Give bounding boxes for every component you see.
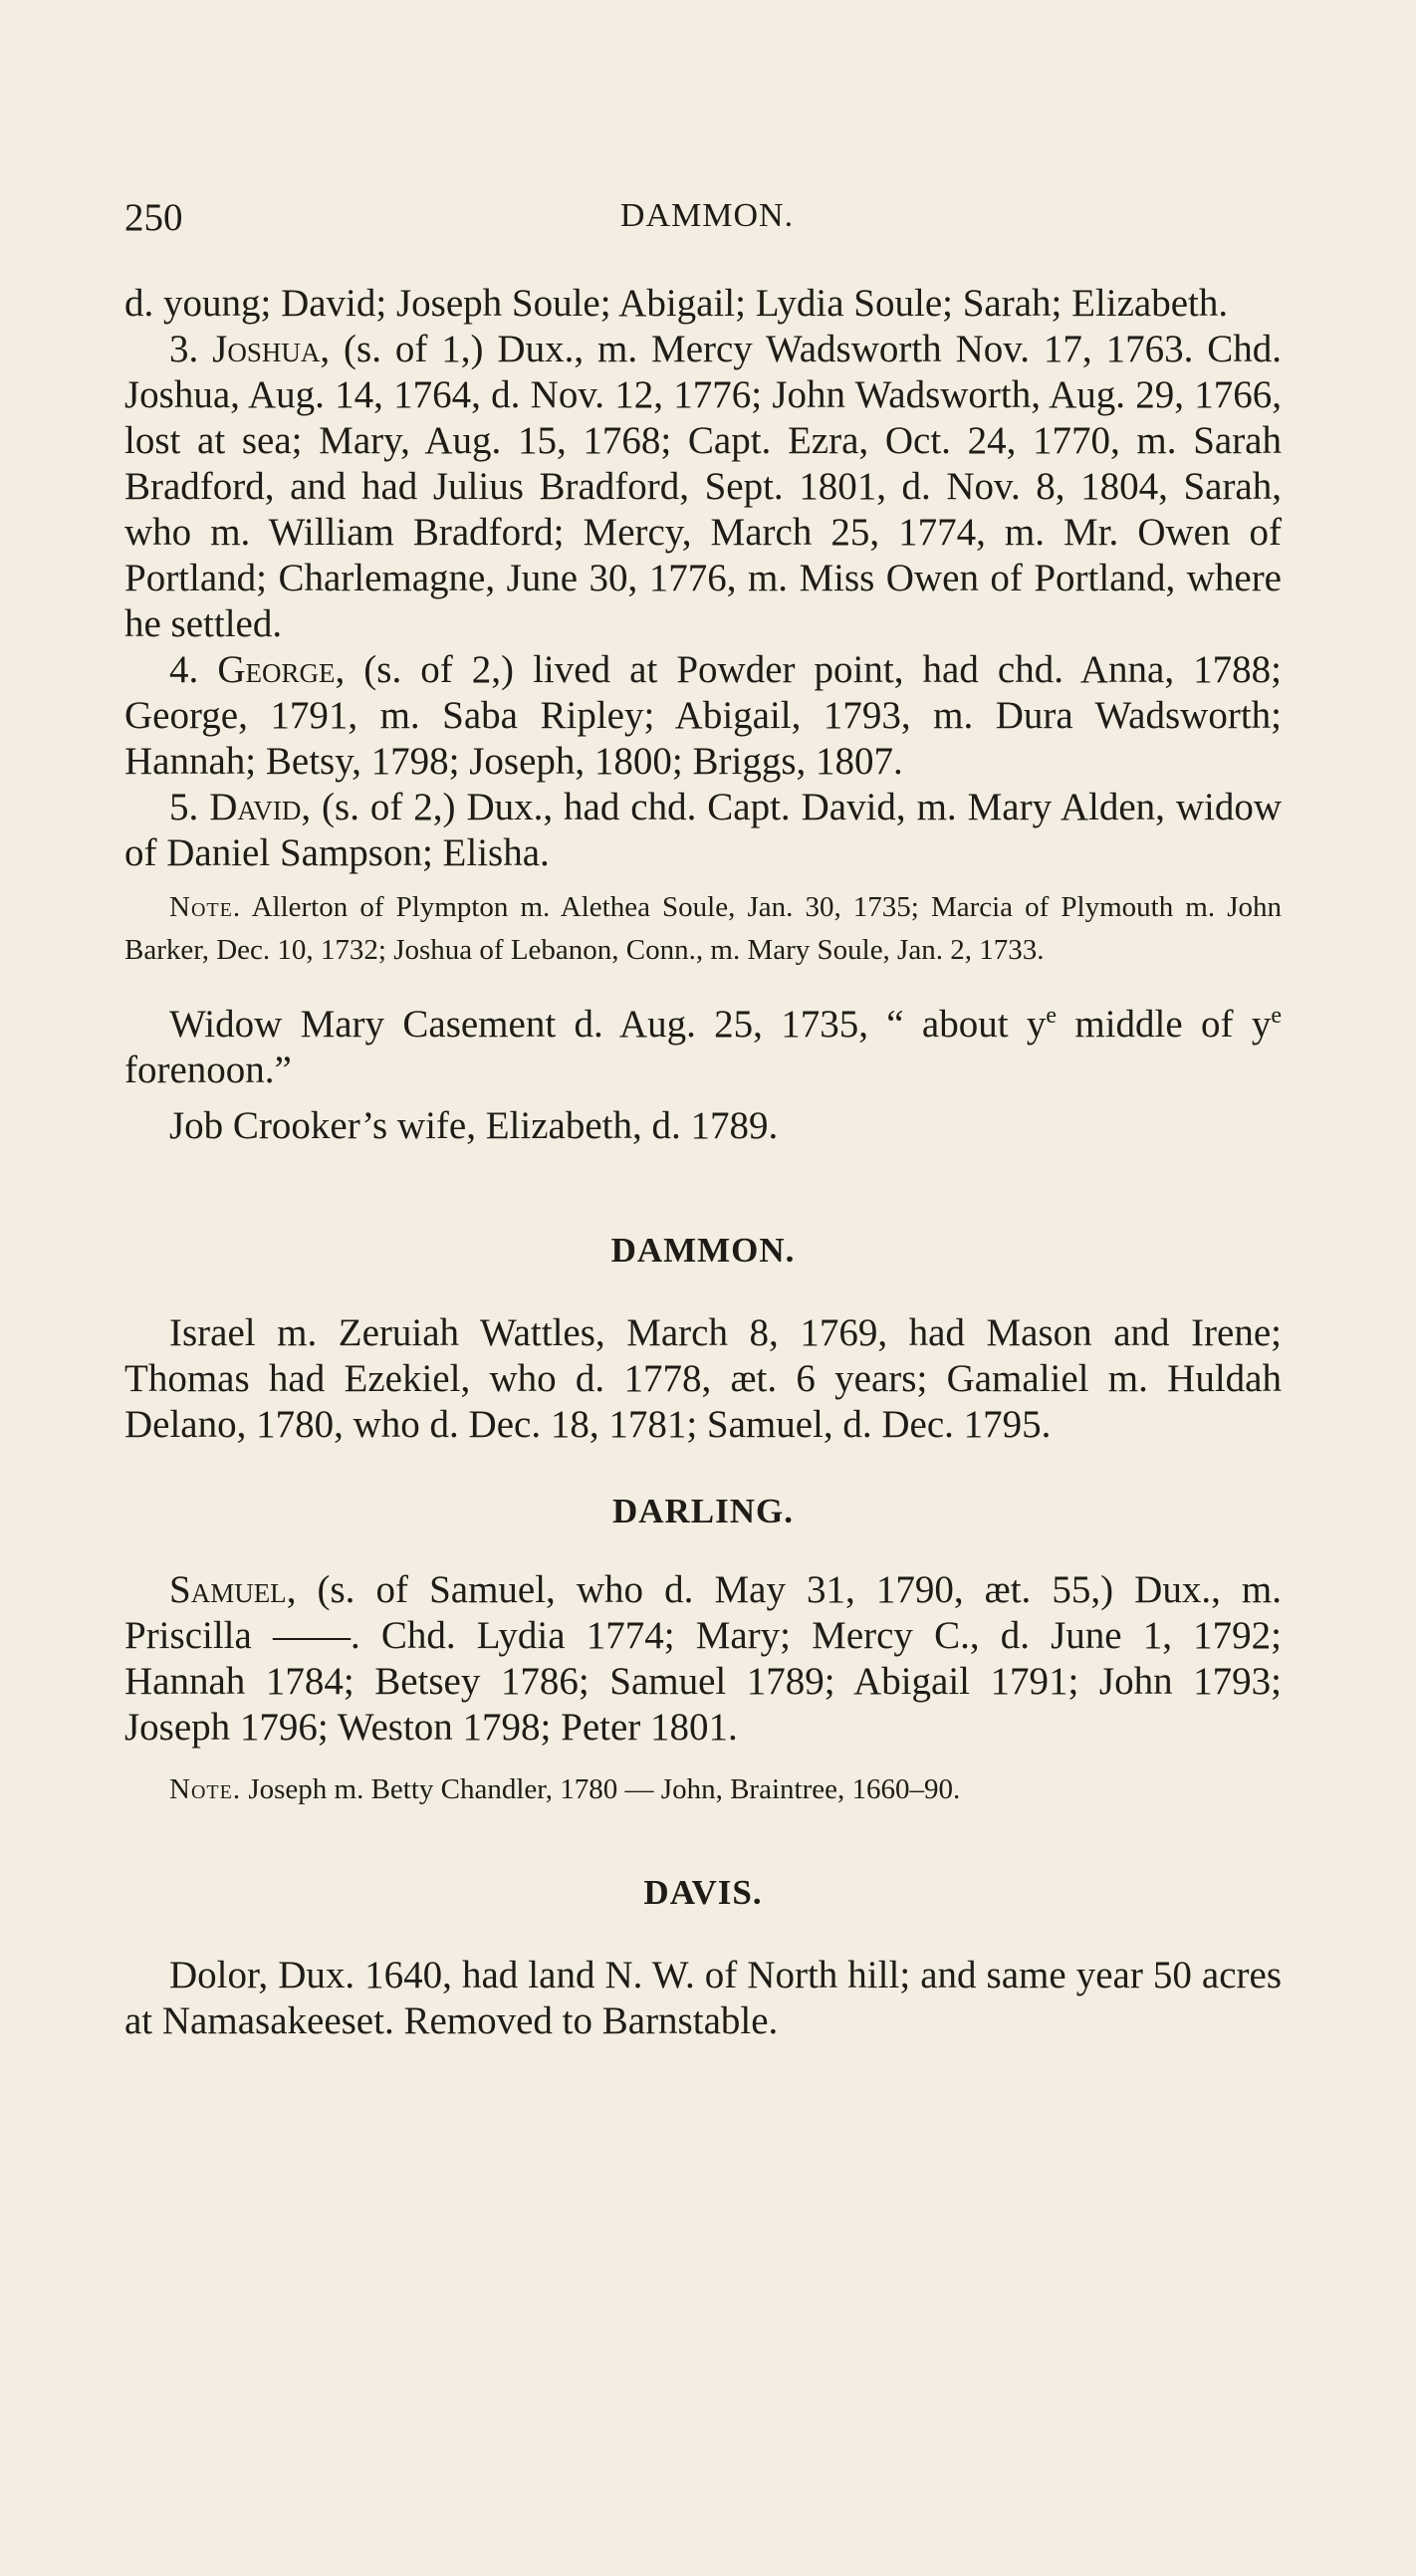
running-head: DAMMON. [619,197,795,234]
entry-text: , (s. of 2,) lived at Powder point, had chd. Anna, 1788; George, 1791, m. Saba Ripley; Abigail, 1793, m. Dura Wadsworth; Hannah; Betsy, 1798; Joseph, 1800; Briggs, 1807. [124,648,1282,783]
entry-name: Samuel [169,1568,287,1611]
note-text: Allerton of Plympton m. Alethea Soule, Jan. 30, 1735; Marcia of Plymouth m. John Barker, Dec. 10, 1732; Joshua of Lebanon, Conn., m. Mary Soule, Jan. 2, 1733. [124,891,1282,966]
entry-number: 5. [169,786,199,828]
entry-joshua [124,327,1282,647]
entry-george [124,647,1282,785]
entry-text: , (s. of 2,) Dux., had chd. Capt. David, m. Mary Alden, widow of Daniel Sampson; Elisha. [124,786,1283,874]
widow-superscript: e [1271,1003,1282,1029]
widow-text-c: forenoon.” [124,1049,292,1091]
widow-superscript: e [1046,1003,1058,1029]
widow-casement-entry [124,1002,1282,1093]
note-label: Note. [169,891,242,923]
entry-number: 4. [169,648,199,691]
note-label: Note. [169,1773,242,1805]
entry-name: David [209,786,302,828]
widow-text-a: Widow Mary Casement d. Aug. 25, 1735, “ about y [169,1003,1047,1046]
entry-david [124,785,1282,876]
section-title-darling: DARLING. [611,1492,795,1530]
section-title-dammon: DAMMON. [610,1231,796,1270]
note-darling [124,1768,1282,1811]
continued-paragraph: d. young; David; Joseph Soule; Abigail; Lydia Soule; Sarah; Elizabeth. [124,282,1229,325]
crooker-entry: Job Crooker’s wife, Elizabeth, d. 1789. [169,1104,779,1147]
page-body [124,281,1282,2044]
dammon-entry: Israel m. Zeruiah Wattles, March 8, 1769, had Mason and Irene; Thomas had Ezekiel, who d. 1778, æt. 6 years; Gamaliel m. Huldah Delano, 1780, who d. Dec. 18, 1781; Samuel, d. Dec. 1795. [124,1311,1282,1446]
note-soule [124,886,1282,972]
page-header [124,195,1290,245]
section-title-davis: DAVIS. [643,1873,763,1912]
davis-entry: Dolor, Dux. 1640, had land N. W. of North hill; and same year 50 acres at Namasakeeset. Removed to Barnstable. [124,1954,1282,2042]
darling-entry [124,1567,1282,1751]
entry-text: , (s. of 1,) Dux., m. Mercy Wadsworth Nov. 17, 1763. Chd. Joshua, Aug. 14, 1764, d. Nov. 12, 1776; John Wadsworth, Aug. 29, 1766, lost at sea; Mary, Aug. 15, 1768; Capt. Ezra, Oct. 24, 1770, m. Sarah Bradford, and had Julius Bradford, Sept. 1801, d. Nov. 8, 1804, Sarah, who m. William Bradford; Mercy, March 25, 1774, m. Mr. Owen of Portland; Charlemagne, June 30, 1776, m. Miss Owen of Portland, where he settled. [124,328,1282,645]
entry-number: 3. [169,328,199,370]
page-number: 250 [124,196,183,239]
widow-text-b: middle of y [1057,1003,1272,1046]
note-text: Joseph m. Betty Chandler, 1780 — John, Braintree, 1660–90. [248,1773,961,1805]
entry-text: , (s. of Samuel, who d. May 31, 1790, æt. 55,) Dux., m. Priscilla ——. Chd. Lydia 1774; Mary; Mercy C., d. June 1, 1792; Hannah 1784; Betsey 1786; Samuel 1789; Abigail 1791; John 1793; Joseph 1796; Weston 1798; Peter 1801. [124,1568,1282,1749]
entry-name: Joshua [212,328,321,370]
entry-name: George [217,648,336,691]
